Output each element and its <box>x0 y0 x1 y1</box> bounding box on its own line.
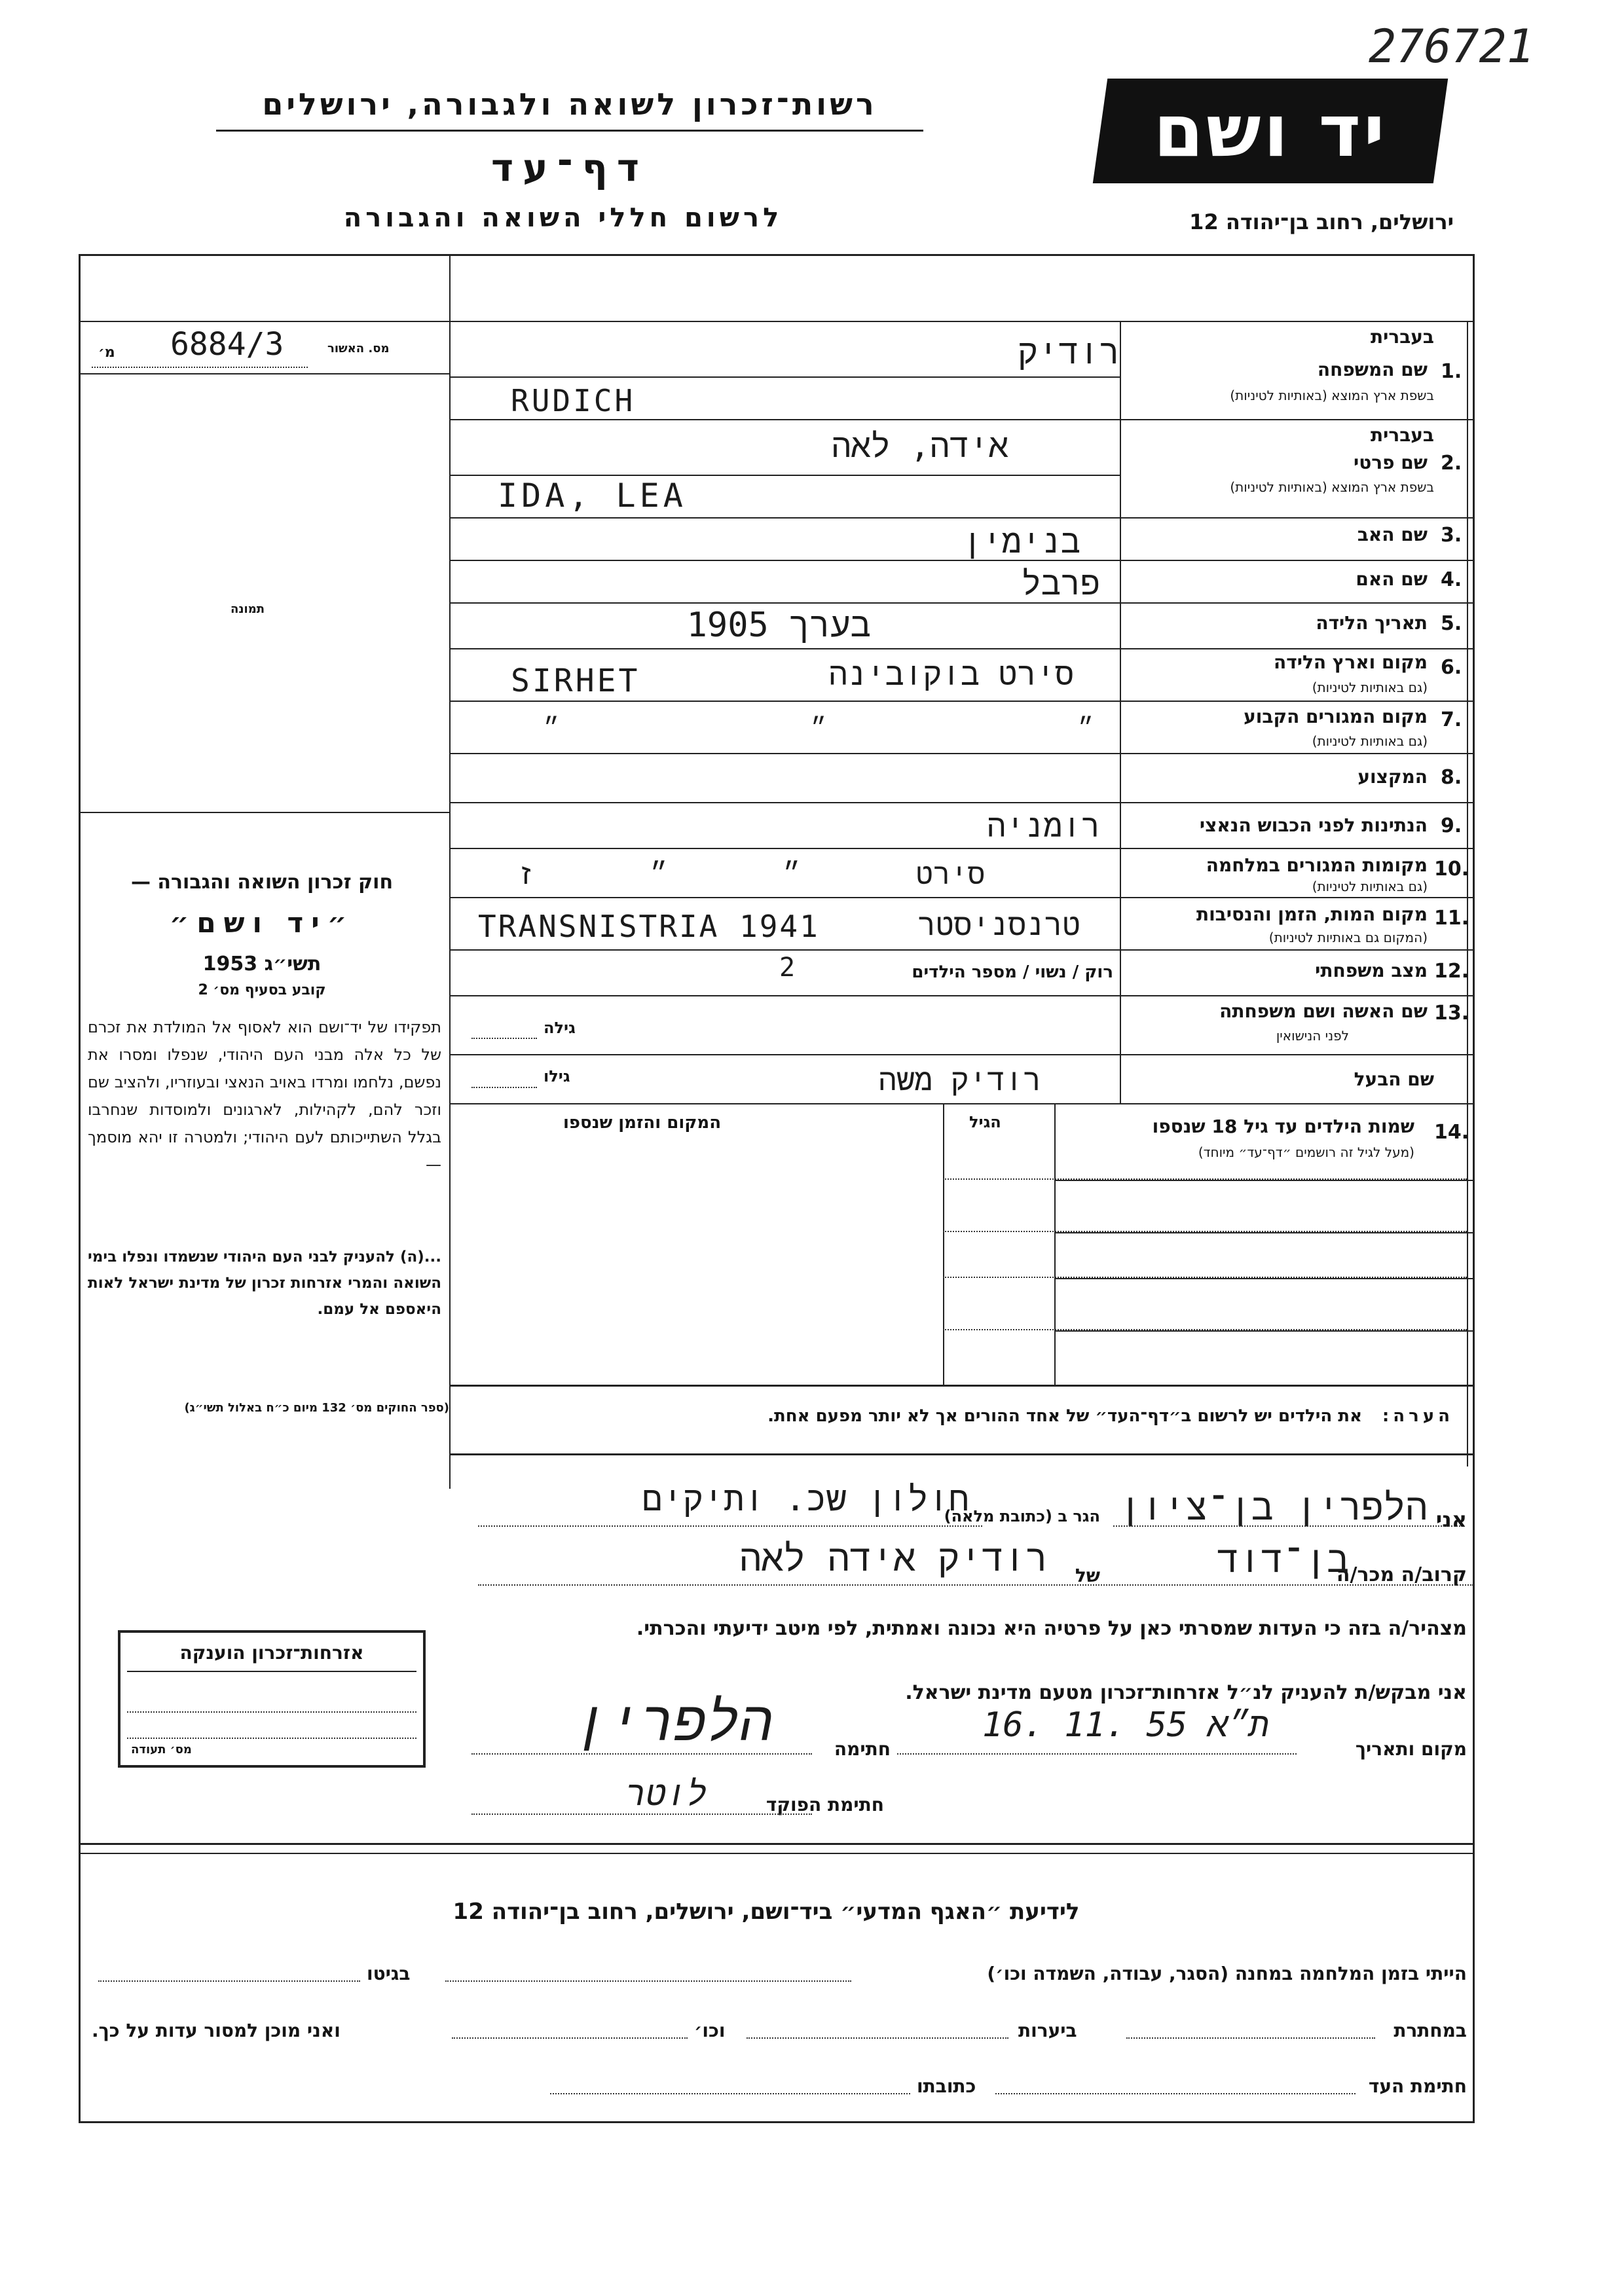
field-6-value-he: סירט בוקובינה <box>828 656 1074 693</box>
law-text-2: ...(ה) להעניק לבני העם היהודי שנשמדו ונפלו בימי השואה והמרי אזרחות זכרון של מדינת ישראל לאות היאספם אל עמם. <box>88 1248 441 1318</box>
children-sub: (מעל לגיל זה רושמים ״דף־עד״ מיוחד) <box>1198 1144 1414 1160</box>
citizenship-stamp-box <box>118 1630 426 1768</box>
photo-label: תמונה <box>231 602 265 616</box>
registry-label: מס. האשור <box>327 342 390 355</box>
decl-verifier-label: חתימת הפוקד <box>766 1794 884 1815</box>
field-1-sub: בשפת ארץ המוצא (באותיות לטיניות) <box>1230 388 1434 403</box>
field-2-label: שם פרטי <box>1353 452 1428 473</box>
children-title: שמות הילדים עד גיל 18 שנספו <box>1152 1116 1414 1137</box>
field-12-number: 12. <box>1434 960 1469 983</box>
field-2-hebrew-tag: בעברית <box>1370 424 1434 446</box>
children-col-place: המקום והזמן שנספו <box>563 1113 722 1133</box>
field-2-value-latin: IDA, LEA <box>498 477 687 515</box>
field-1-value-he: רודיק <box>1017 333 1120 372</box>
form-title: דף־עד <box>490 145 649 190</box>
footer-line1-end: בגיטו <box>367 1963 411 1984</box>
footer-line2-b: ביערות <box>1018 2020 1077 2041</box>
form-subtitle: לרשום חללי השואה והגבורה <box>343 203 783 233</box>
husband-value: רודיק משה <box>878 1062 1041 1097</box>
field-12-label: מצב משפחתי <box>1315 960 1428 981</box>
field-13-number: 13. <box>1434 1002 1469 1025</box>
field-1-value-latin: RUDICH <box>511 383 636 418</box>
note-text: את הילדים יש לרשום ב״דף־העד״ של אחד ההורים אך לא יותר מפעם אחת. <box>767 1406 1362 1426</box>
footer-line3-a: חתימת העד <box>1368 2075 1467 2097</box>
field-6-value-latin: SIRHET <box>511 663 640 699</box>
note-label: הערה: <box>1382 1406 1454 1426</box>
field-5-label: תאריך הלידה <box>1316 612 1428 634</box>
law-year: תשי״ג 1953 <box>202 953 322 975</box>
yad-vashem-logo <box>1093 79 1448 183</box>
decl-residing: הגר ב (כתובת מלאה) <box>944 1507 1100 1525</box>
children-col-age: הגיל <box>969 1113 1001 1131</box>
authority-title: רשות־זכרון לשואה ולגבורה, ירושלים <box>262 86 877 122</box>
decl-place-date-label: מקום ותאריך <box>1355 1738 1467 1760</box>
field-7-number: 7. <box>1441 708 1462 731</box>
field-5-number: 5. <box>1441 612 1462 635</box>
decl-relation-value: בן־דוד <box>1217 1539 1349 1581</box>
logo-text: יד ושם <box>1153 89 1388 173</box>
decl-verifier-value: לוטר <box>625 1774 707 1813</box>
law-text: תפקידו של יד־ושם הוא לאסוף אל המולדת את זכרם של כל אלה מבני העם היהודי, שנפלו ומסרו את נפשם, נלחמו ומרדו באויב הנאצי ובעוזריו, ולהציב שם וזכר להם, לקהילות, לארגונים ולמוסדות שנחרבו בגלל השתייכותם לעם היהודי; ולמטרה זו יהא מוסמך — <box>88 1018 441 1174</box>
law-source: (ספר החוקים מס׳ 132 מיום כ״ח באלול תשי״ג) <box>184 1401 449 1415</box>
law-title: חוק זכרון השואה והגבורה — <box>130 871 394 894</box>
footer-line2-d: ואני מוכן למסור עדות על כך. <box>92 2020 341 2041</box>
husband-label: שם הבעל <box>1354 1068 1434 1090</box>
field-4-label: שם האם <box>1356 568 1428 590</box>
field-6-number: 6. <box>1441 656 1462 679</box>
decl-i-label: אני <box>1435 1507 1467 1532</box>
footer-line2-a: במחתרת <box>1393 2020 1467 2041</box>
footer-line1-start: הייתי בזמן המלחמה במחנה (הסגר, עבודה, השמדה וכו׳) <box>987 1963 1467 1984</box>
field-11-label: מקום המות, הזמן והנסיבות <box>1196 903 1428 925</box>
field-11-sub: (המקום גם באותיות לטיניות) <box>1268 930 1428 945</box>
field-1-hebrew-tag: בעברית <box>1370 326 1434 348</box>
law-name: ״יד ושם״ <box>169 907 355 939</box>
decl-signature-label: חתימה <box>834 1738 891 1760</box>
field-3-number: 3. <box>1441 524 1462 547</box>
footer-line3-b: כתובתו <box>917 2075 976 2097</box>
registry-value: 6884/3 <box>170 326 284 363</box>
field-7-sub: (גם באותיות לטיניות) <box>1312 733 1428 749</box>
field-10-label: מקומות המגורים במלחמה <box>1206 854 1428 876</box>
stamp-box-title: אזרחות־זכרון הוענקה <box>179 1642 364 1664</box>
decl-i-value: הלפרין בן־ציון <box>1119 1486 1428 1529</box>
decl-of-label: של <box>1075 1565 1100 1586</box>
decl-of-value: רודיק אידה לאה <box>739 1537 1048 1580</box>
field-9-number: 9. <box>1441 814 1462 837</box>
field-2-value-he: אידה, לאה <box>831 427 1008 465</box>
husband-age-label: גילו <box>544 1067 570 1085</box>
children-number: 14. <box>1434 1121 1469 1144</box>
field-3-value: בנימין <box>962 522 1080 560</box>
header-address: ירושלים, רחוב בן־יהודה 12 <box>1189 210 1454 234</box>
decl-relation-label: קרוב/ה מכר/ה <box>1336 1563 1467 1586</box>
field-11-value-he: טרנסניסטר <box>917 907 1080 942</box>
field-7-label: מקום המגורים הקבוע <box>1244 706 1428 727</box>
field-3-label: שם האב <box>1357 524 1428 545</box>
decl-place-date-value: 16. 11. 55 ת״א <box>982 1705 1269 1745</box>
decl-statement: מצהיר/ה בזה כי העדות שמסרתי כאן על פרטיה היא נכונה ואמתית, לפי מיטב ידיעתי והכרתי. <box>636 1617 1467 1640</box>
field-10-value: סירט ״ ״ ז <box>517 858 986 891</box>
field-10-sub: (גם באותיות לטיניות) <box>1312 879 1428 894</box>
footer-line2-c: וכו׳ <box>694 2020 726 2041</box>
field-13-age-label: גילה <box>544 1019 576 1037</box>
field-8-number: 8. <box>1441 766 1462 789</box>
stamp-box-field: מס׳ תעודה <box>131 1743 192 1757</box>
field-1-label: שם המשפחה <box>1317 359 1428 380</box>
field-6-sub: (גם באותיות לטיניות) <box>1312 680 1428 695</box>
field-4-number: 4. <box>1441 568 1462 591</box>
field-12-children: 2 <box>779 953 796 983</box>
archive-number: 276721 <box>1369 20 1534 73</box>
field-2-number: 2. <box>1441 452 1462 475</box>
decl-request: אני מבקש/ת להעניק לנ״ל אזרחות־זכרון מטעם מדינת ישראל. <box>905 1681 1467 1704</box>
field-12-value: רוק / נשוי / מספר הילדים <box>912 962 1113 982</box>
field-13-label: שם האשה ושם משפחתה <box>1219 1000 1428 1022</box>
field-10-number: 10. <box>1434 858 1469 881</box>
field-11-number: 11. <box>1434 907 1469 930</box>
field-7-value: ״ ״ ״ <box>544 714 1094 744</box>
registry-suffix: מ׳ <box>98 344 115 361</box>
footer-title: לידיעת ״האגף המדעי״ ביד־ושם, ירושלים, רחוב בן־יהודה 12 <box>452 1899 1080 1925</box>
decl-address-value: חולון שכ. ותיקים <box>642 1480 969 1519</box>
field-13-sub: לפני הנישואין <box>1276 1028 1349 1044</box>
decl-signature-value: הלפרין <box>574 1689 773 1753</box>
law-clause: קובע בסעיף מס׳ 2 <box>198 982 326 998</box>
field-5-value: בערך 1905 <box>686 606 871 645</box>
field-2-sub: בשפת ארץ המוצא (באותיות לטיניות) <box>1230 479 1434 495</box>
field-8-label: המקצוע <box>1357 766 1428 788</box>
field-9-label: הנתינות לפני הכבוש הנאצי <box>1199 814 1428 836</box>
field-6-label: מקום וארץ הלידה <box>1274 651 1428 673</box>
field-1-number: 1. <box>1441 360 1462 383</box>
field-9-value: רומניה <box>987 808 1100 845</box>
field-11-value-latin: TRANSNISTRIA 1941 <box>478 909 820 944</box>
field-4-value: פרבל <box>1021 564 1100 602</box>
